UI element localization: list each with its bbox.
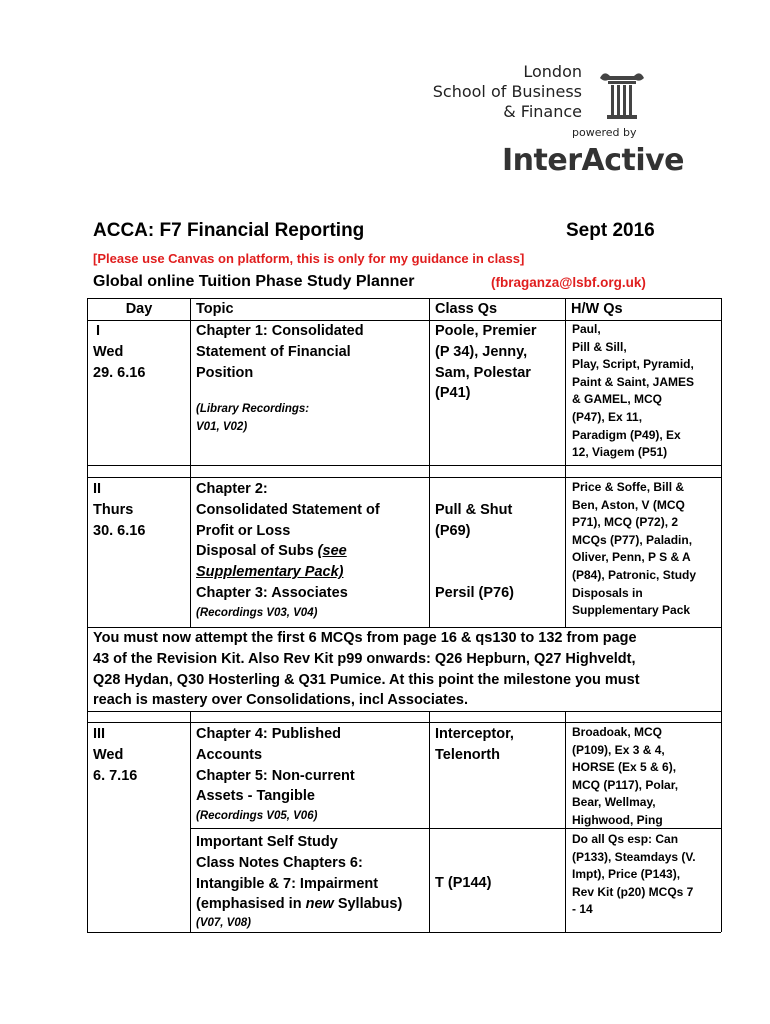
- topic-line: Chapter 3: Associates: [196, 584, 348, 601]
- course-title: ACCA: F7 Financial Reporting: [93, 220, 365, 241]
- course-date: Sept 2016: [566, 220, 655, 241]
- topic-line: Position: [196, 364, 254, 381]
- class-q-line: Telenorth: [435, 746, 500, 763]
- class-q-line: Interceptor,: [435, 726, 514, 742]
- topic-line: Chapter 2:: [196, 481, 268, 497]
- pillar-logo-icon: [598, 70, 646, 122]
- day-name: Wed: [93, 343, 124, 360]
- row-4-recordings: (V07, V08): [196, 917, 251, 929]
- hw-q-line: 12, Viagem (P51): [572, 445, 668, 460]
- row-2-day: [93, 479, 145, 541]
- topic-line: Chapter 1: Consolidated: [196, 323, 364, 339]
- hw-q-line: Pill & Sill,: [572, 339, 627, 354]
- hw-q-line: (P47), Ex 11,: [572, 409, 643, 424]
- hw-q-line: Paul,: [572, 322, 601, 336]
- hw-q-line: Paradigm (P49), Ex: [572, 427, 681, 442]
- hw-q-line: Play, Script, Pyramid,: [572, 357, 694, 372]
- hw-q-line: Rev Kit (p20) MCQs 7: [572, 884, 694, 899]
- topic-link-text: (see: [317, 543, 347, 560]
- hw-q-line: P71), MCQ (P72), 2: [572, 515, 679, 530]
- class-q-line: (P41): [435, 385, 471, 402]
- hw-q-line: MCQ (P117), Polar,: [572, 777, 679, 792]
- row-1-topic: [196, 321, 364, 383]
- topic-line: Consolidated Statement of: [196, 501, 380, 518]
- topic-line: Chapter 4: Published: [196, 726, 342, 742]
- day-number: II: [93, 481, 102, 497]
- hw-q-line: & GAMEL, MCQ: [572, 392, 662, 407]
- topic-line: Profit or Loss: [196, 522, 291, 539]
- class-q-line: (P 34), Jenny,: [435, 343, 528, 360]
- topic-line: Class Notes Chapters 6:: [196, 854, 363, 871]
- row-2-class-qs: [435, 500, 512, 542]
- hw-q-line: (P133), Steamdays (V.: [572, 849, 696, 864]
- hw-q-line: Do all Qs esp: Can: [572, 832, 679, 846]
- day-number: III: [93, 726, 106, 742]
- row-1-class-qs: [435, 321, 537, 404]
- topic-line: Important Self Study: [196, 834, 338, 850]
- day-date: 29. 6.16: [93, 364, 146, 381]
- hw-q-line: Bear, Wellmay,: [572, 795, 656, 810]
- milestone-line: You must now attempt the first 6 MCQs from page 16 & qs130 to 132 from page: [93, 630, 637, 646]
- powered-by-label: powered by: [572, 126, 637, 139]
- class-q-line: (P69): [435, 522, 471, 539]
- brand-logo: InterActive: [502, 143, 685, 178]
- row-1-day: [93, 321, 145, 383]
- hw-q-line: Paint & Saint, JAMES: [572, 374, 695, 389]
- logo-wordmark: [432, 62, 582, 122]
- milestone-note: [93, 628, 640, 711]
- recordings-line: V01, V02): [196, 421, 248, 433]
- day-date: 30. 6.16: [93, 522, 146, 539]
- column-header-topic: Topic: [196, 301, 234, 317]
- column-header-class-qs: Class Qs: [435, 301, 498, 317]
- topic-line: [196, 541, 380, 562]
- row-2-topic: [196, 479, 380, 604]
- class-q-line: Poole, Premier: [435, 323, 537, 339]
- milestone-line: Q28 Hydan, Q30 Hosterling & Q31 Pumice. At this point the milestone you must: [93, 671, 640, 688]
- hw-q-line: - 14: [572, 902, 593, 917]
- topic-line: [196, 894, 402, 915]
- guidance-note: [Please use Canvas on platform, this is only for my guidance in class]: [93, 251, 525, 266]
- hw-q-line: Oliver, Penn, P S & A: [572, 550, 691, 565]
- row-3-hw-qs: [572, 724, 678, 830]
- hw-q-line: Disposals in: [572, 585, 643, 600]
- day-name: Thurs: [93, 501, 134, 518]
- topic-emphasis: new: [305, 896, 334, 913]
- column-header-day: Day: [125, 301, 153, 317]
- topic-text: Syllabus): [333, 896, 403, 913]
- column-header-hw-qs: H/W Qs: [571, 301, 623, 317]
- hw-q-line: Supplementary Pack: [572, 603, 691, 618]
- contact-email: (fbraganza@lsbf.org.uk): [491, 275, 646, 290]
- row-2-hw-qs: [572, 479, 696, 620]
- topic-text: (emphasised in: [196, 896, 306, 913]
- row-3-topic: [196, 724, 355, 807]
- topic-line: Chapter 5: Non-current: [196, 767, 355, 784]
- topic-line: Intangible & 7: Impairment: [196, 875, 379, 892]
- hw-q-line: (P84), Patronic, Study: [572, 567, 697, 582]
- hw-q-line: Price & Soffe, Bill &: [572, 480, 685, 494]
- row-4-hw-qs: [572, 831, 696, 919]
- topic-line: Assets - Tangible: [196, 788, 315, 805]
- topic-link-text: Supplementary Pack): [196, 564, 344, 581]
- hw-q-line: HORSE (Ex 5 & 6),: [572, 760, 677, 775]
- row-2-recordings: (Recordings V03, V04): [196, 607, 318, 619]
- row-2-class-qs-extra: Persil (P76): [435, 585, 514, 601]
- row-3-class-qs: [435, 724, 514, 766]
- row-1-hw-qs: [572, 321, 694, 462]
- hw-q-line: Impt), Price (P143),: [572, 867, 681, 882]
- row-4-class-qs: T (P144): [435, 875, 492, 891]
- day-number: I: [96, 323, 101, 339]
- row-3-day: [93, 724, 137, 786]
- milestone-line: 43 of the Revision Kit. Also Rev Kit p99 onwards: Q26 Hepburn, Q27 Highveldt,: [93, 650, 636, 667]
- hw-q-line: Broadoak, MCQ: [572, 725, 663, 739]
- topic-line: Statement of Financial: [196, 343, 351, 360]
- day-date: 6. 7.16: [93, 767, 138, 784]
- row-3-recordings: (Recordings V05, V06): [196, 810, 318, 822]
- milestone-line: reach is mastery over Consolidations, incl Associates.: [93, 692, 468, 709]
- row-1-recordings: [196, 400, 309, 436]
- hw-q-line: (P109), Ex 3 & 4,: [572, 742, 665, 757]
- logo-line: School of Business: [432, 82, 582, 101]
- topic-line: Accounts: [196, 746, 263, 763]
- hw-q-line: MCQs (P77), Paladin,: [572, 532, 693, 547]
- class-q-line: Sam, Polestar: [435, 364, 531, 381]
- logo-line: London: [523, 62, 582, 81]
- hw-q-line: Highwood, Ping: [572, 812, 663, 827]
- day-name: Wed: [93, 746, 124, 763]
- planner-title: Global online Tuition Phase Study Planner: [93, 273, 415, 290]
- topic-text: Disposal of Subs: [196, 543, 318, 560]
- hw-q-line: Ben, Aston, V (MCQ: [572, 497, 685, 512]
- class-q-line: Pull & Shut: [435, 502, 513, 518]
- recordings-line: (Library Recordings:: [196, 403, 310, 415]
- logo-line: & Finance: [503, 102, 582, 121]
- row-4-topic: [196, 832, 402, 915]
